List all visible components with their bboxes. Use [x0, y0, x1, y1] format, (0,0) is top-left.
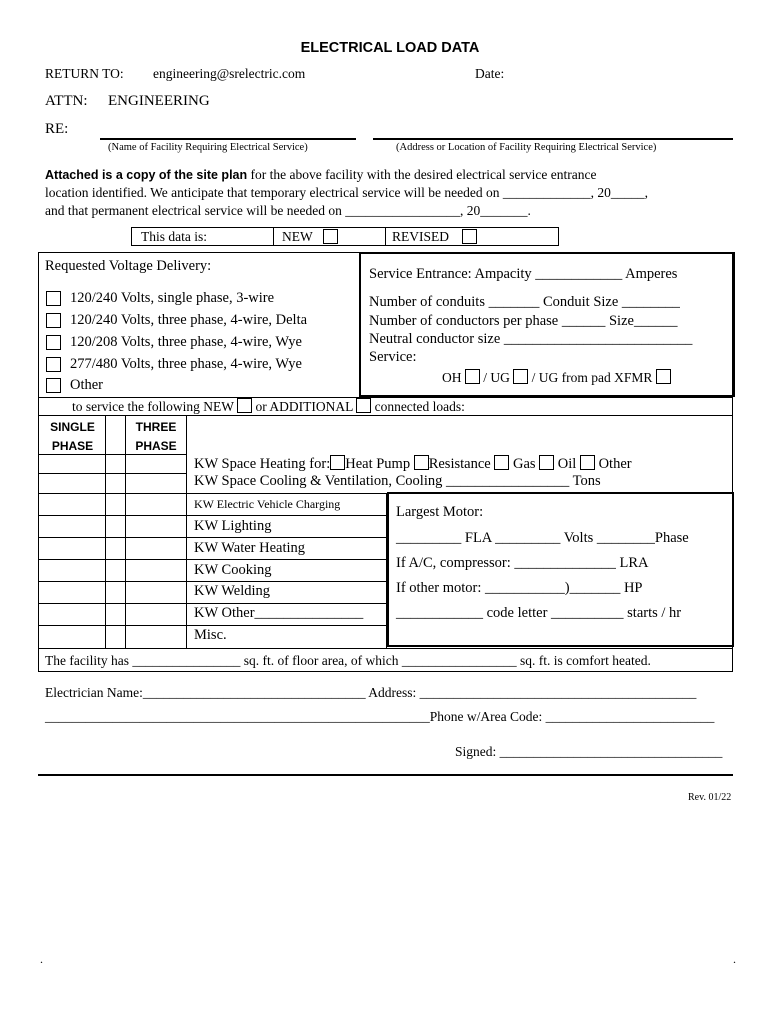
service-type-row [442, 369, 671, 386]
voltage-option-3: 120/208 Volts, three phase, 4-wire, Wye [70, 334, 302, 350]
voltage-option-1: 120/240 Volts, single phase, 3-wire [70, 290, 275, 306]
heat-pump-checkbox[interactable] [330, 455, 345, 470]
loads-lead: to service the following NEW [72, 399, 234, 414]
new-label: NEW [282, 229, 313, 244]
ug-pad-checkbox[interactable] [656, 369, 671, 384]
bottom-rule [38, 774, 733, 776]
motor-heading: Largest Motor: [396, 504, 484, 520]
kw-other-label: KW Other_______________ [194, 605, 364, 621]
revised-checkbox[interactable] [462, 229, 477, 244]
service-conduits: Number of conduits _______ Conduit Size ________ [369, 294, 680, 310]
voltage-option-4: 277/480 Volts, three phase, 4-wire, Wye [70, 356, 302, 372]
service-conductors: Number of conductors per phase ______ Size______ [369, 313, 678, 329]
connected-loads-row [72, 398, 465, 415]
service-neutral: Neutral conductor size __________________________ [369, 331, 693, 347]
misc-label: Misc. [194, 627, 227, 643]
intro-line-1-rest: for the above facility with the desired electrical service entrance [247, 167, 597, 182]
space-cooling-row: KW Space Cooling & Ventilation, Cooling _________________ Tons [194, 473, 601, 489]
oil-label: Oil [557, 456, 577, 472]
three-phase-header: THREE PHASE [135, 420, 177, 453]
voltage-option-checkbox[interactable] [46, 357, 61, 372]
data-is-label: This data is: [141, 229, 207, 244]
voltage-option-checkbox[interactable] [46, 291, 61, 306]
heat-pump-label: Heat Pump [345, 456, 411, 472]
space-heating-label: KW Space Heating for: [194, 456, 331, 472]
voltage-option-2: 120/240 Volts, three phase, 4-wire, Delta [70, 312, 308, 328]
return-to-label: RETURN TO: [45, 66, 124, 81]
intro-line-2: location identified. We anticipate that temporary electrical service will be needed on _____________, 20_____, [45, 185, 648, 200]
oh-label: OH [442, 370, 462, 385]
ug-label: / UG [483, 370, 510, 385]
intro-line-3: and that permanent electrical service will be needed on _________________, 20_______. [45, 203, 531, 218]
attn-value: ENGINEERING [108, 93, 210, 109]
cooking-label: KW Cooking [194, 562, 272, 578]
revision-label: Rev. 01/22 [688, 792, 732, 803]
re-label: RE: [45, 121, 69, 137]
intro-line-1 [45, 167, 596, 183]
facility-area-line: The facility has ________________ sq. ft. of floor area, of which _________________ sq. ft. is comfort heated. [45, 653, 651, 668]
other-heating-label: Other [598, 456, 632, 472]
new-loads-checkbox[interactable] [237, 398, 252, 413]
oil-checkbox[interactable] [539, 455, 554, 470]
page-title: ELECTRICAL LOAD DATA [300, 40, 480, 56]
voltage-option-checkbox[interactable] [46, 335, 61, 350]
water-heating-label: KW Water Heating [194, 540, 306, 556]
lighting-label: KW Lighting [194, 518, 272, 534]
oh-checkbox[interactable] [465, 369, 480, 384]
new-checkbox[interactable] [323, 229, 338, 244]
ug-checkbox[interactable] [513, 369, 528, 384]
phone-line: _________________________________________________________Phone w/Area Code: _________________________ [45, 709, 715, 724]
voltage-heading: Requested Voltage Delivery: [45, 258, 212, 274]
gas-label: Gas [512, 456, 536, 472]
gas-checkbox[interactable] [494, 455, 509, 470]
intro-bold-lead: Attached is a copy of the site plan [45, 168, 248, 182]
date-label: Date: [475, 66, 505, 81]
welding-label: KW Welding [194, 583, 271, 599]
voltage-option-5: Other [70, 377, 104, 393]
or-additional-label: or ADDITIONAL [255, 399, 353, 414]
motor-fla: _________ FLA _________ Volts ________Phase [396, 530, 689, 546]
revised-label: REVISED [392, 229, 449, 244]
motor-code: ____________ code letter __________ starts / hr [396, 605, 682, 621]
service-ampacity: Service Entrance: Ampacity ____________ Amperes [369, 266, 678, 282]
additional-loads-checkbox[interactable] [356, 398, 371, 413]
connected-loads-label: connected loads: [374, 399, 465, 414]
footer-dot-left: . [40, 952, 43, 966]
footer-dot-right: . [733, 952, 736, 966]
attn-label: ATTN: [45, 93, 88, 109]
single-phase-header: SINGLE PHASE [50, 420, 95, 453]
facility-name-caption: (Name of Facility Requiring Electrical Service) [108, 142, 308, 153]
facility-name-line[interactable] [100, 138, 356, 140]
ev-charging-label: KW Electric Vehicle Charging [194, 497, 341, 511]
service-label: Service: [369, 349, 417, 365]
electrician-name-line: Electrician Name:_________________________________ Address: _________________________________________ [45, 685, 697, 700]
return-to-email: engineering@srelectric.com [153, 66, 306, 81]
resistance-label: Resistance [428, 456, 491, 472]
motor-ac: If A/C, compressor: ______________ LRA [396, 555, 649, 571]
other-heating-checkbox[interactable] [580, 455, 595, 470]
resistance-checkbox[interactable] [414, 455, 429, 470]
voltage-option-checkbox[interactable] [46, 313, 61, 328]
facility-address-line[interactable] [373, 138, 733, 140]
space-heating-row [194, 455, 632, 473]
signed-line: Signed: _________________________________ [455, 744, 723, 759]
motor-other: If other motor: ___________)_______ HP [396, 580, 643, 596]
ug-pad-label: / UG from pad XFMR [531, 370, 653, 385]
facility-address-caption: (Address or Location of Facility Requiring Electrical Service) [396, 142, 657, 153]
voltage-option-checkbox[interactable] [46, 378, 61, 393]
